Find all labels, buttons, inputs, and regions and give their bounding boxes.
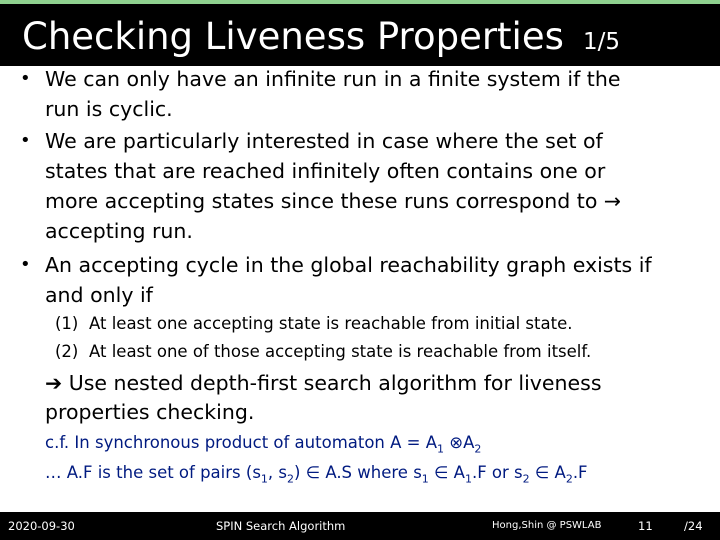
bullet-3-line-2: and only if	[45, 283, 153, 307]
bullet-2-line-2: states that are reached infinitely often contains one or	[45, 159, 606, 183]
footer-date: 2020-09-30	[8, 519, 75, 533]
conclusion-text-2: properties checking.	[45, 400, 255, 424]
cf-line-2-part: , s	[267, 463, 288, 482]
subscript: 1	[464, 472, 472, 486]
subscript: 2	[287, 472, 295, 486]
bullet-2	[45, 126, 705, 246]
bullet-dot: •	[20, 68, 31, 89]
arrow-icon: ➔	[45, 371, 63, 395]
condition-1-text: At least one accepting state is reachable from initial state.	[89, 314, 573, 333]
subscript: 2	[565, 472, 573, 486]
cf-line-2-part: ∈ A	[428, 463, 465, 482]
bullet-dot: •	[20, 254, 31, 275]
cf-line-2-part: .F	[572, 463, 588, 482]
subscript: 1	[260, 472, 268, 486]
cf-line-2-part: … A.F is the set of pairs (s	[45, 463, 261, 482]
subscript: 2	[522, 472, 530, 486]
condition-2-number: (2)	[55, 342, 79, 361]
subscript: 2	[474, 442, 482, 456]
product-operator: ⊗A	[444, 433, 475, 452]
condition-1-number: (1)	[55, 314, 79, 333]
cf-line-2-part: .F or s	[471, 463, 523, 482]
slide-part-number: 1/5	[583, 29, 621, 55]
bullet-1-line-1: We can only have an infinite run in a finite system if the	[45, 67, 621, 91]
title-bar	[0, 4, 720, 66]
bullet-3	[45, 250, 705, 310]
condition-1	[55, 312, 572, 336]
footer-page-total: /24	[684, 519, 703, 533]
conclusion-line-2	[45, 398, 254, 427]
conclusion-text-1: Use nested depth-first search algorithm for liveness	[68, 371, 602, 395]
cf-line-2-part: ) ∈ A.S where s	[294, 463, 422, 482]
conclusion-line-1	[45, 369, 602, 398]
bullet-2-line-3: more accepting states since these runs correspond to →	[45, 189, 622, 213]
footer-topic: SPIN Search Algorithm	[216, 519, 346, 533]
cf-line-2	[45, 461, 588, 491]
cf-line-1	[45, 431, 481, 461]
footer-page-number: 11	[638, 519, 653, 533]
subscript: 1	[437, 442, 445, 456]
slide-title: Checking Liveness Properties	[22, 15, 564, 58]
footer-author: Hong,Shin @ PSWLAB	[492, 520, 602, 531]
bullet-1	[45, 64, 705, 124]
bullet-3-line-1: An accepting cycle in the global reachability graph exists if	[45, 253, 652, 277]
footer-bar	[0, 512, 720, 540]
condition-2	[55, 340, 591, 364]
bullet-2-line-4: accepting run.	[45, 219, 193, 243]
bullet-1-line-2: run is cyclic.	[45, 97, 173, 121]
bullet-2-line-1: We are particularly interested in case where the set of	[45, 129, 603, 153]
cf-line-1-text: c.f. In synchronous product of automaton A = A	[45, 433, 438, 452]
bullet-dot: •	[20, 130, 31, 151]
subscript: 1	[421, 472, 429, 486]
cf-line-2-part: ∈ A	[529, 463, 566, 482]
condition-2-text: At least one of those accepting state is reachable from itself.	[89, 342, 592, 361]
